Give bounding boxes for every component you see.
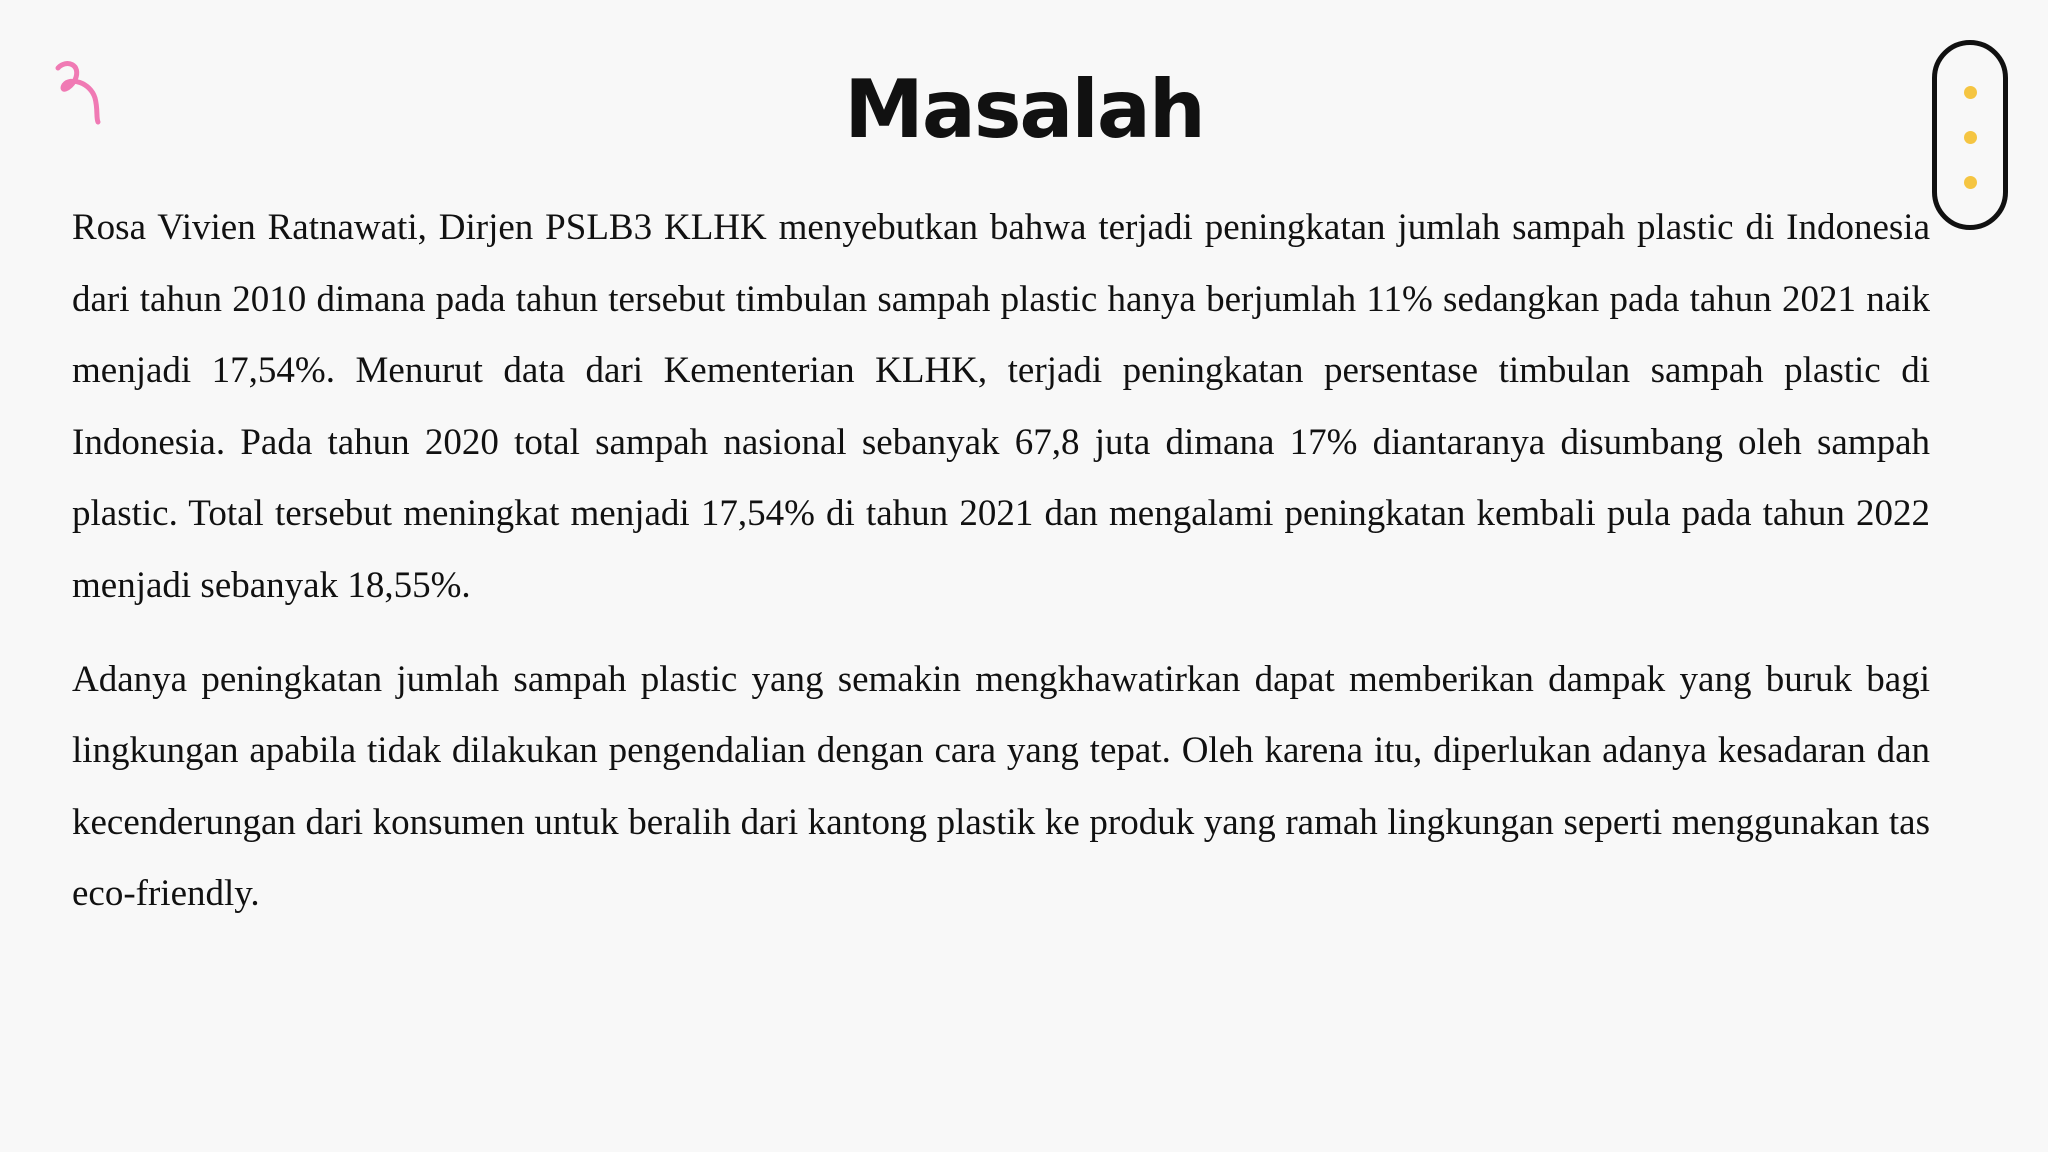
body-paragraph-1: Rosa Vivien Ratnawati, Dirjen PSLB3 KLHK menyebutkan bahwa terjadi peningkatan jumlah sampah plastic di Indonesia dari tahun 2010 dimana pada tahun tersebut timbulan sampah plastic hanya berjumlah 11% sedangkan pada tahun 2021 naik menjadi 17,54%. Menurut data dari Kementerian KLHK, terjadi peningkatan persentase timbulan sampah plastic di Indonesia. Pada tahun 2020 total sampah nasional sebanyak 67,8 juta dimana 17% diantaranya disumbang oleh sampah plastic. Total tersebut meningkat menjadi 17,54% di tahun 2021 dan mengalami peningkatan kembali pula pada tahun 2022 menjadi sebanyak 18,55%. (72, 207, 1930, 606)
slide-title: Masalah (844, 63, 1204, 156)
body-paragraph-2: Adanya peningkatan jumlah sampah plastic yang semakin mengkhawatirkan dapat memberikan dampak yang buruk bagi lingkungan apabila tidak dilakukan pengendalian dengan cara yang tepat. Oleh karena itu, diperlukan adanya kesadaran dan kecenderungan dari konsumen untuk beralih dari kantong plastik ke produk yang ramah lingkungan seperti menggunakan tas eco-friendly. (72, 658, 1930, 915)
menu-dot (1964, 176, 1977, 189)
slide-body (72, 192, 1930, 930)
